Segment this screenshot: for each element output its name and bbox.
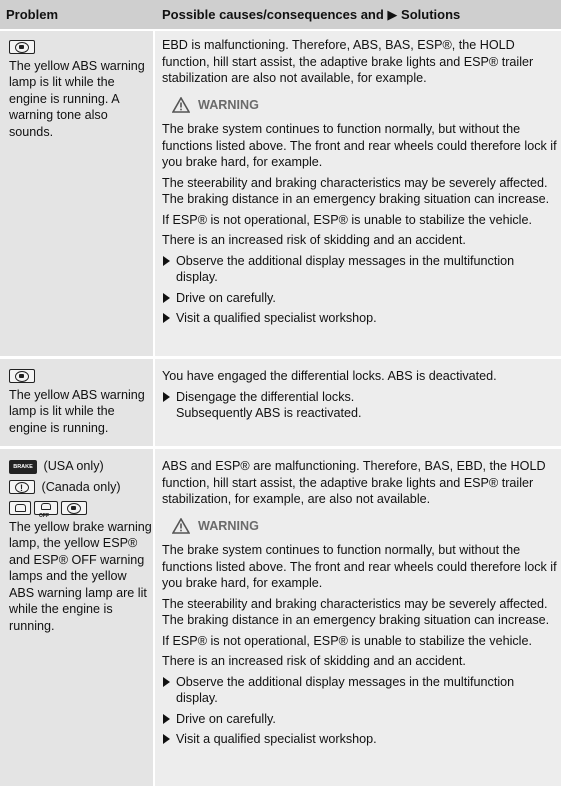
cause-text: ABS and ESP® are malfunctioning. Therefore, BAS, EBD, the HOLD function, hill start assist, the adaptive brake lights and ESP® trailer stabilization, for example, are also not available.	[162, 459, 546, 506]
warning-text: The brake system continues to function normally, but without the functions listed above. The front and rear wheels could therefore lock if you brake hard, for example.	[162, 122, 557, 169]
warning-heading: WARNING	[172, 518, 558, 535]
list-item: Disengage the differential locks. Subsequently ABS is reactivated.	[162, 389, 558, 422]
usa-only-label: (USA only)	[43, 459, 104, 473]
list-item: Drive on carefully.	[162, 711, 558, 728]
warning-text: The steerability and braking characteristics may be severely affected. The braking distance in an emergency braking situation can increase.	[162, 175, 550, 206]
header-problem: Problem	[6, 7, 59, 22]
list-item: Visit a qualified specialist workshop.	[162, 310, 558, 327]
list-item: Observe the additional display messages in the multifunction display.	[162, 674, 558, 707]
warning-text: The brake system continues to function normally, but without the functions listed above. The front and rear wheels could therefore lock if you brake hard, for example.	[162, 543, 557, 590]
abs-warning-lamp-icon	[9, 40, 35, 54]
warning-text: The steerability and braking characteristics may be severely affected. The braking distance in an emergency braking situation can increase.	[162, 596, 550, 627]
risk-text: There is an increased risk of skidding and an accident.	[162, 233, 466, 247]
problem-text: The yellow ABS warning lamp is lit while the engine is running. A warning tone also sounds.	[9, 58, 145, 139]
table-row	[0, 359, 561, 446]
cause-text: You have engaged the differential locks. ABS is deactivated.	[162, 369, 497, 383]
problem-text: The yellow ABS warning lamp is lit while the engine is running.	[9, 387, 145, 435]
list-item: Drive on carefully.	[162, 290, 558, 307]
cause-text: EBD is malfunctioning. Therefore, ABS, BAS, ESP®, the HOLD function, hill start assist, the adaptive brake lights and ESP® trailer stabilization are also not available, for example.	[162, 38, 534, 85]
warning-heading: WARNING	[172, 97, 558, 114]
canada-only-label: (Canada only)	[41, 479, 121, 494]
esp-warning-lamp-icon	[9, 501, 31, 515]
list-item: Visit a qualified specialist workshop.	[162, 731, 558, 748]
problem-text: The yellow brake warning lamp, the yellow ESP® and ESP® OFF warning lamps and the yellow ABS warning lamp are lit while the engine is running.	[9, 519, 152, 633]
warning-triangle-icon	[172, 518, 190, 534]
esp-text: If ESP® is not operational, ESP® is unable to stabilize the vehicle.	[162, 212, 532, 227]
table-row	[0, 31, 561, 356]
list-item: Observe the additional display messages in the multifunction display.	[162, 253, 558, 286]
warning-triangle-icon	[172, 97, 190, 113]
brake-warning-lamp-icon: BRAKE	[9, 460, 37, 474]
table-header	[0, 0, 561, 29]
esp-off-warning-lamp-icon: OFF	[34, 501, 58, 515]
header-solutions: Possible causes/consequences and ▶ Solutions	[162, 7, 461, 22]
abs-warning-lamp-icon	[61, 501, 87, 515]
risk-text: There is an increased risk of skidding and an accident.	[162, 654, 466, 668]
table-row	[0, 449, 561, 786]
esp-text: If ESP® is not operational, ESP® is unable to stabilize the vehicle.	[162, 633, 532, 648]
brake-warning-lamp-canada-icon	[9, 480, 35, 494]
abs-warning-lamp-icon	[9, 369, 35, 383]
